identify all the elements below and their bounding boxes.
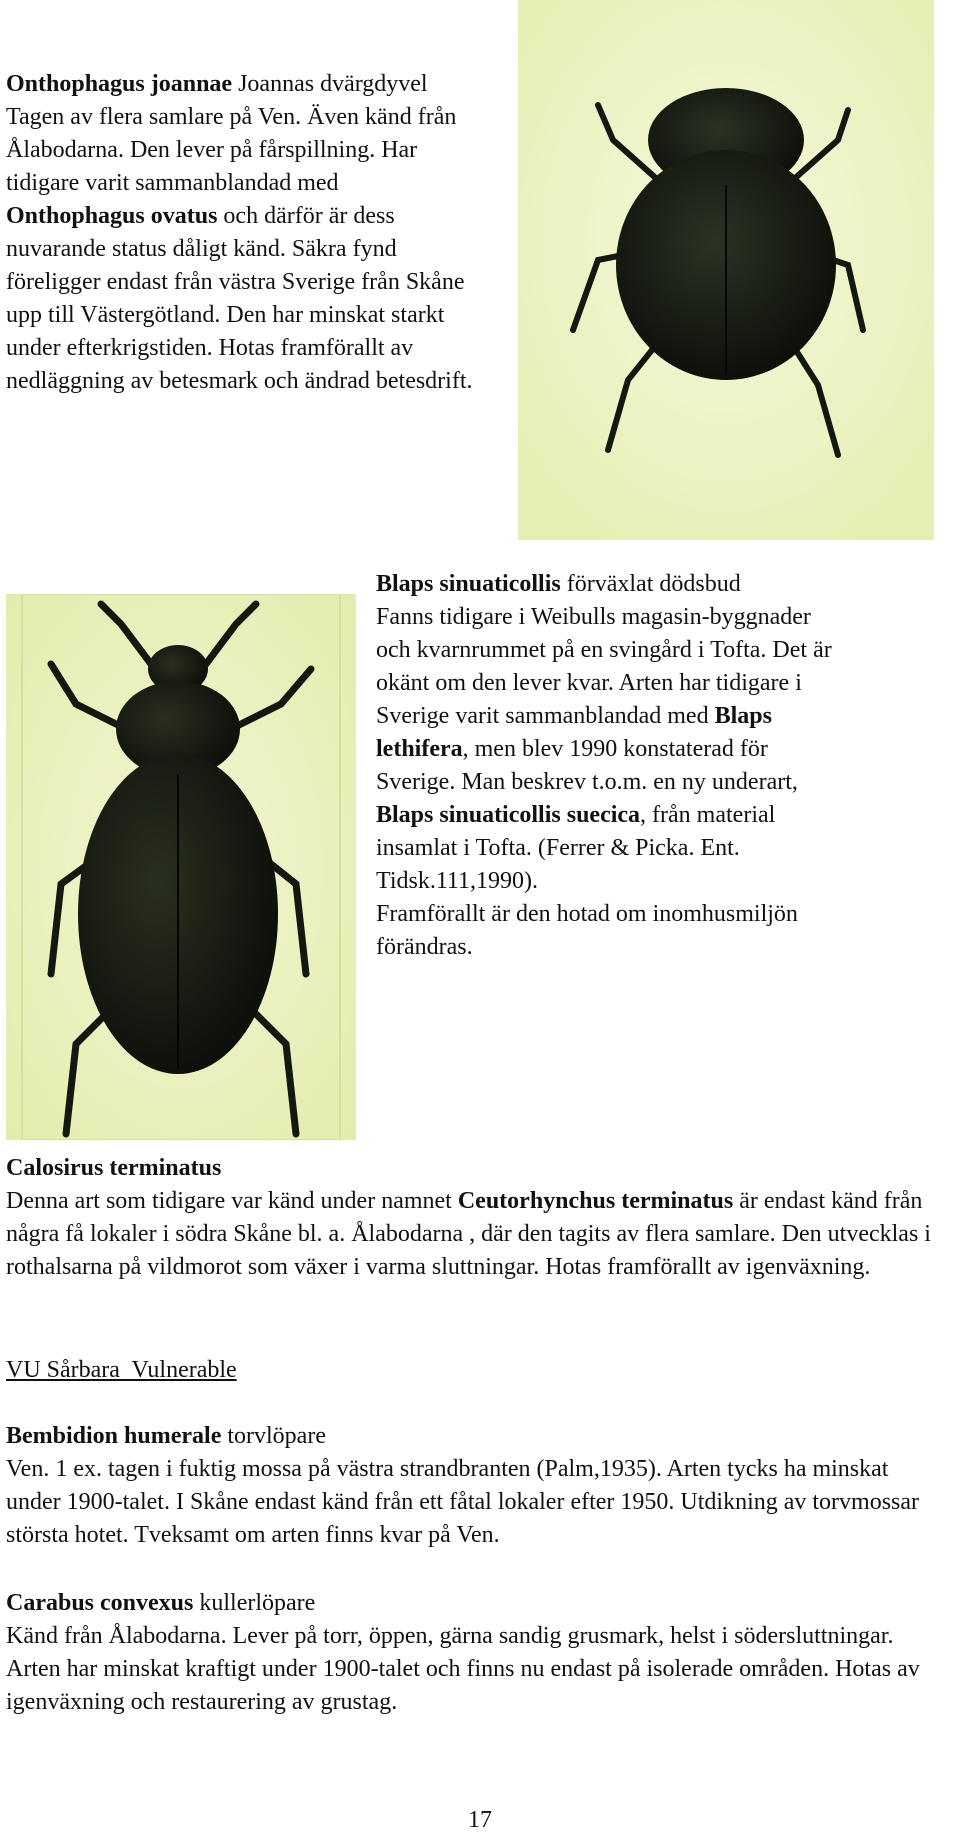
species-name: Onthophagus joannae [6, 71, 233, 97]
carabus-paragraph [6, 1587, 932, 1719]
category-heading: VU Sårbara Vulnerable [6, 1357, 237, 1383]
species-name: Blaps sinuaticollis [376, 571, 561, 597]
species-text: är endast känd från några få lokaler i södra Skåne bl. a. Ålabodarna , där den tagits av flera samlare. Den utvecklas i rothalsarna på vildmorot som växer i varma sluttningar. Hotas framförallt av igenväxning. [6, 1188, 931, 1280]
onthophagus-photo [518, 0, 934, 540]
species-text: Framförallt är den hotad om inomhusmiljön förändras. [376, 901, 798, 960]
related-species: Onthophagus ovatus [6, 203, 218, 229]
bembidion-paragraph [6, 1420, 932, 1552]
calosirus-paragraph [6, 1152, 932, 1284]
carabus-entry [6, 1587, 932, 1719]
species-text: Tagen av flera samlare på Ven. Även känd från Ålabodarna. Den lever på fårspillning. Har tidigare varit sammanblandad med [6, 104, 457, 196]
common-name: torvlöpare [227, 1423, 326, 1449]
blaps-entry [376, 568, 846, 964]
blaps-paragraph [376, 568, 846, 964]
species-text: , men blev 1990 konstaterad för Sverige. Man beskrev t.o.m. en ny underart, [376, 736, 798, 795]
species-name: Calosirus terminatus [6, 1155, 222, 1181]
synonym-name: Ceutorhynchus terminatus [457, 1188, 734, 1214]
species-text: , från material insamlat i Tofta. (Ferrer & Picka. Ent. Tidsk.111,1990). [376, 802, 776, 894]
onthophagus-paragraph [6, 68, 476, 398]
dung-beetle-image [518, 0, 934, 540]
bembidion-entry [6, 1420, 932, 1552]
related-species: Blaps lethifera [376, 703, 772, 762]
species-name: Carabus convexus [6, 1590, 194, 1616]
species-text: Fanns tidigare i Weibulls magasin-byggnader och kvarnrummet på en svingård i Tofta. Det är okänt om den lever kvar. Arten har tidigare i Sverige varit sammanblandad med [376, 604, 832, 729]
species-text: och därför är dess nuvarande status dåligt känd. Säkra fynd föreligger endast från västra Sverige från Skåne upp till Västergötland. Den har minskat starkt under efterkrigstiden. Hotas framförallt av nedläggning av betesmark och ändrad betesdrift. [6, 203, 473, 394]
species-text: Denna art som tidigare var känd under namnet [6, 1188, 452, 1214]
common-name: Joannas dvärgdyvel [238, 71, 428, 97]
calosirus-entry [6, 1152, 932, 1284]
common-name: kullerlöpare [199, 1590, 316, 1616]
common-name: förväxlat dödsbud [566, 571, 741, 597]
species-name: Bembidion humerale [6, 1423, 222, 1449]
page-number: 17 [468, 1807, 492, 1833]
darkling-beetle-image [6, 594, 356, 1140]
blaps-photo [6, 594, 356, 1140]
onthophagus-entry [6, 68, 476, 398]
species-text: Ven. 1 ex. tagen i fuktig mossa på västra strandbranten (Palm,1935). Arten tycks ha minskat under 1900-talet. I Skåne endast känd från ett fåtal lokaler efter 1950. Utdikning av torvmossar största hotet. Tveksamt om arten finns kvar på Ven. [6, 1456, 920, 1548]
species-text: Känd från Ålabodarna. Lever på torr, öppen, gärna sandig grusmark, helst i södersluttningar. Arten har minskat kraftigt under 1900-talet och finns nu endast på isolerade områden. Hotas av igenväxning och restaurering av grustag. [6, 1623, 920, 1715]
subspecies-name: Blaps sinuaticollis suecica [376, 802, 641, 828]
